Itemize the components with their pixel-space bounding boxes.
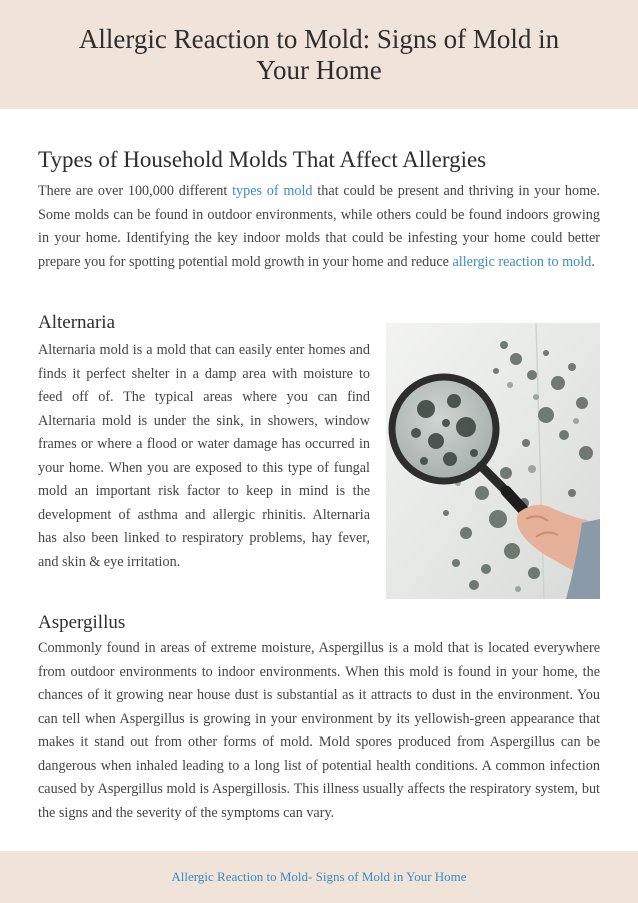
main-content xyxy=(38,146,600,821)
mold-photo-illustration xyxy=(386,323,600,599)
alternaria-heading: Alternaria xyxy=(38,312,116,333)
intro-paragraph xyxy=(38,180,600,274)
intro-text-3: . xyxy=(591,253,595,270)
intro-text-1: There are over 100,000 different xyxy=(38,183,233,199)
alternaria-paragraph: Alternaria mold is a mold that can easily enter homes and finds it perfect shelter in a damp area with moisture to feed off of. The typical areas where you can find Alternaria mold is under the sink, in showers, window frames or where a flood or water damage has occurred in your home. When you are exposed to this type of fungal mold an important risk factor to keep in mind is the development of asthma and allergic rhinitis. Alternaria has also been linked to respiratory problems, hay fever, and skin & eye irritation. xyxy=(38,342,370,570)
types-of-mold-link[interactable]: types of mold xyxy=(232,183,313,199)
header-band xyxy=(0,0,638,109)
aspergillus-paragraph: Commonly found in areas of extreme moisture, Aspergillus is a mold that is located everywhere from outdoor environments to indoor environments. When this mold is found in your home, the chances of it growing near house dust is substantial as it attracts to dust in the environment. You can tell when Aspergillus is growing in your environment by its yellowish-green appearance that makes it stand out from other forms of mold. Mold spores produced from Aspergillus can be dangerous when inhaled leading to a long list of potential health conditions. A common infection caused by Aspergillus mold is Aspergillosis. This illness usually affects the respiratory system, but the signs and the severity of the symptoms can vary. xyxy=(38,640,600,821)
section-heading: Types of Household Molds That Affect Allergies xyxy=(38,147,487,172)
mold-magnifier-photo xyxy=(386,323,600,599)
allergic-reaction-link[interactable]: allergic reaction to mold xyxy=(452,253,592,270)
footer-link[interactable]: Allergic Reaction to Mold- Signs of Mold in Your Home xyxy=(171,869,467,884)
intro-text-2: that could be present and thriving in your home. Some molds can be found in outdoor environments, while others could be found indoors growing in your home. Identifying the key indoor molds that could be infesting your home could better prepare you for spotting potential mold growth in your home and reduce xyxy=(38,183,600,270)
aspergillus-heading: Aspergillus xyxy=(38,612,126,633)
footer-band xyxy=(0,851,638,903)
page-title: Allergic Reaction to Mold: Signs of Mold in Your Home xyxy=(78,24,560,85)
